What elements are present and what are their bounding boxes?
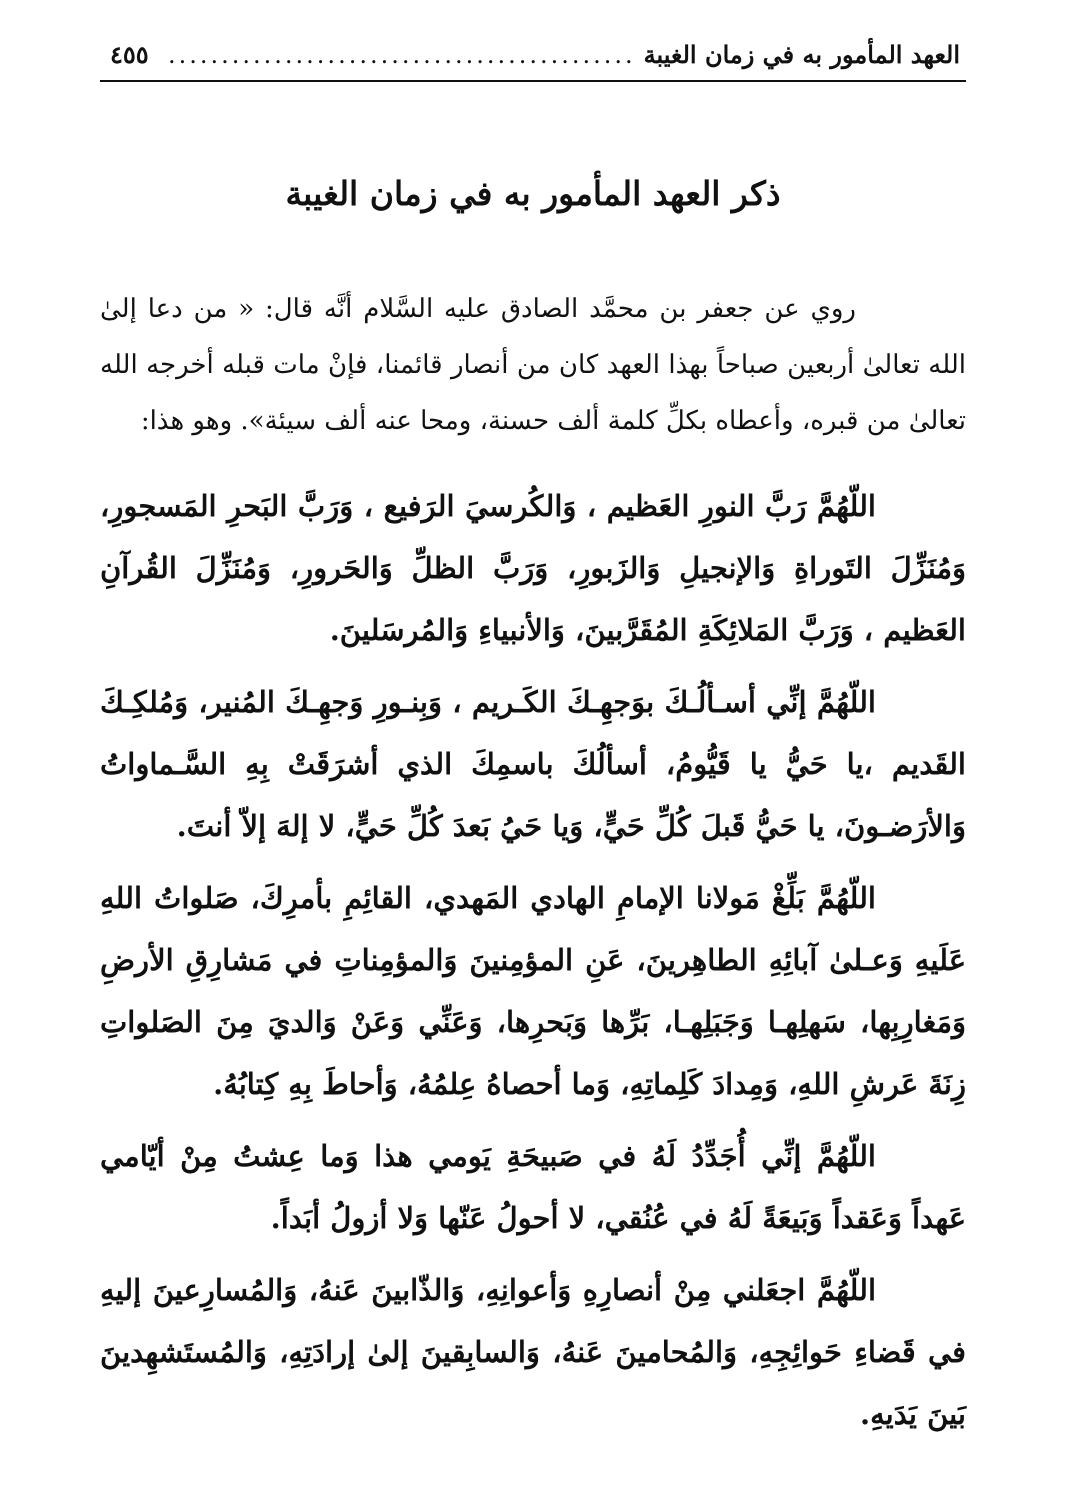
header-leader-dots: ............................................ (168, 41, 636, 69)
running-header (100, 40, 966, 82)
prayer-paragraph-1: اللّهُمَّ رَبَّ النورِ العَظيم ، وَالكُرسيَ الرَفيع ، وَرَبَّ البَحرِ المَسجورِ، وَمُنَزِّلَ التَوراةِ وَالإنجيلِ وَالزَبورِ، وَرَبَّ الظلِّ وَالحَرورِ، وَمُنَزِّلَ القُرآنِ العَظيم ، وَرَبَّ المَلائِكَةِ المُقَرَّبينَ، وَالأنبياءِ وَالمُرسَلينَ. (100, 489, 966, 647)
book-page (100, 40, 966, 1445)
prayer-paragraph-2: اللّهُمَّ إنِّي أسـألُـكَ بوَجهِـكَ الكَـريم ، وَبِنـورِ وَجهِـكَ المُنير، وَمُلكِـكَ القَديم ،يا حَيُّ يا قَيُّومُ، أسألُكَ باسمِكَ الذي أشرَقَتْ بِهِ السَّـماواتُ وَالأرَضـونَ، يا حَيُّ قَبلَ كُلِّ حَيٍّ، وَيا حَيُ بَعدَ كُلِّ حَيٍّ، لا إلهَ إلاّ أنتَ. (100, 685, 966, 843)
chapter-title: ذكر العهد المأمور به في زمان الغيبة (285, 174, 781, 213)
header-title: العهد المأمور به في زمان الغيبة (643, 40, 960, 69)
prayer-paragraph-5: اللّهُمَّ اجعَلني مِنْ أنصارِهِ وَأعوانِهِ، وَالذّابينَ عَنهُ، وَالمُسارِعينَ إليهِ في قَضاءِ حَوائِجِهِ، وَالمُحامينَ عَنهُ، وَالسابِقينَ إلىٰ إرادَتِهِ، وَالمُستَشهِدينَ بَينَ يَدَيهِ. (100, 1273, 966, 1431)
page-number: ٤٥٥ (110, 40, 149, 69)
intro-paragraph: روي عن جعفر بن محمَّد الصادق عليه السَّلام أنَّه قال: « من دعا إلىٰ الله تعالىٰ أربعين صباحاً بهذا العهد كان من أنصار قائمنا، فإنْ مات قبله أخرجه الله تعالىٰ من قبره، وأعطاه بكلِّ كلمة ألف حسنة، ومحا عنه ألف سيئة». وهو هذا: (100, 294, 966, 436)
prayer-paragraph-3: اللّهُمَّ بَلِّغْ مَولانا الإمامِ الهادي المَهدي، القائِمِ بأمرِكَ، صَلواتُ اللهِ عَلَيهِ وَعـلىٰ آبائِهِ الطاهِرينَ، عَنِ المؤمِنينَ وَالمؤمِناتِ في مَشارِقِ الأرضِ وَمَغارِبِها، سَهلِهـا وَجَبَلِهـا، بَرِّها وَبَحرِها، وَعَنِّي وَعَنْ وَالديَ مِنَ الصَلواتِ زِنَةَ عَرشِ اللهِ، وَمِدادَ كَلِماتِهِ، وَما أحصاهُ عِلمُهُ، وَأحاطَ بِهِ كِتابُهُ. (100, 881, 966, 1101)
prayer-paragraph-4: اللّهُمَّ إنِّي أُجَدِّدُ لَهُ في صَبيحَةِ يَومي هذا وَما عِشتُ مِنْ أيّامي عَهداً وَعَقداً وَبَيعَةً لَهُ في عُنُقي، لا أحولُ عَنّها وَلا أزولُ أبَداً. (100, 1139, 966, 1235)
